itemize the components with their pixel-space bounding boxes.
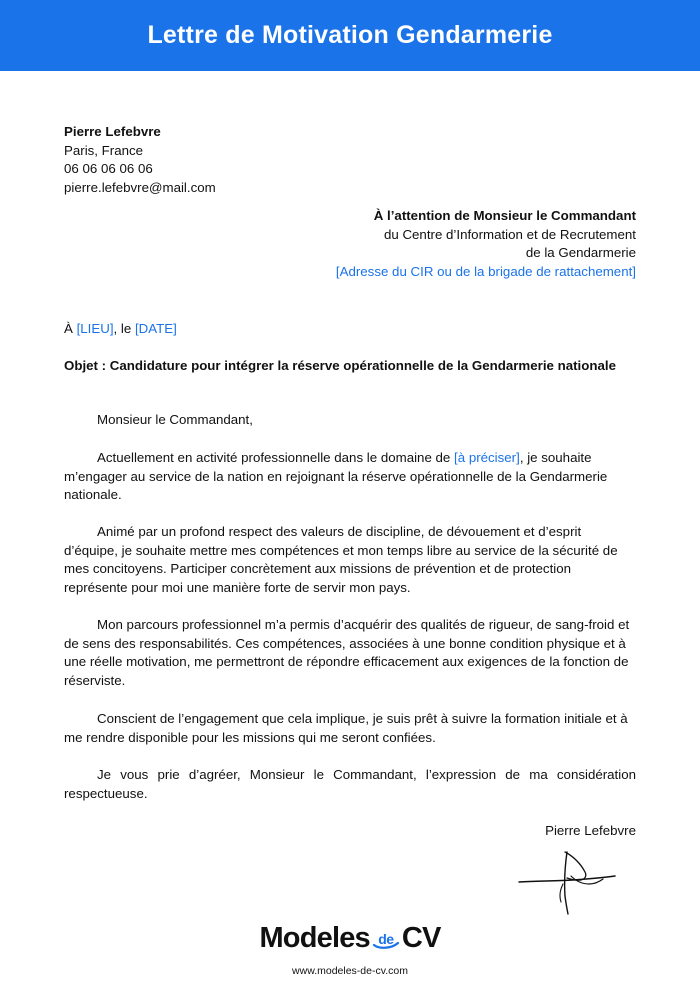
recipient-line-1: du Centre d’Information et de Recrutement (383, 226, 636, 242)
sender-name: Pierre Lefebvre (64, 124, 161, 139)
recipient-block (336, 207, 636, 281)
paragraph-1-text-b: , je souhaite m’engager au service de la nation en rejoignant la réserve opérationnelle de la Gendarmerie nationale. (64, 450, 608, 503)
place-prefix: À (64, 321, 77, 336)
logo-text-cv: CV (401, 922, 441, 954)
paragraph-5-closing: Je vous prie d’agréer, Monsieur le Commandant, l’expression de ma considération respectueuse. (64, 767, 636, 801)
subject-line: Objet : Candidature pour intégrer la réserve opérationnelle de la Gendarmerie nationale (64, 358, 616, 373)
page-title: Lettre de Motivation Gendarmerie (147, 21, 553, 49)
date-separator: , le (113, 321, 135, 336)
handwritten-signature (515, 846, 625, 916)
sender-phone: 06 06 06 06 06 (64, 161, 153, 176)
recipient-line-2: de la Gendarmerie (525, 245, 636, 260)
paragraph-3: Mon parcours professionnel m’a permis d’acquérir des qualités de rigueur, de sang-froid et de sens des responsabilités. Ces compétences, associées à une bonne condition physique et à une réelle motivation, me permettront de répondre efficacement aux exigences de la fonction de réserviste. (64, 617, 630, 688)
paragraph-1 (64, 449, 636, 505)
place-placeholder: [LIEU] (76, 321, 114, 336)
logo-text-modeles: Modeles (259, 922, 370, 954)
sender-city: Paris, France (64, 142, 144, 158)
date-placeholder: [DATE] (134, 321, 177, 336)
paragraph-4: Conscient de l’engagement que cela implique, je suis prêt à suivre la formation initiale et à me rendre disponible pour les missions qui me seront confiées. (64, 711, 628, 745)
recipient-address-placeholder: [Adresse du CIR ou de la brigade de rattachement] (335, 263, 636, 279)
footer-url-link[interactable]: www.modeles-de-cv.com (292, 965, 408, 977)
domain-placeholder: [à préciser] (454, 450, 520, 465)
logo-de-badge (371, 927, 401, 951)
letter-greeting: Monsieur le Commandant, (97, 412, 253, 427)
logo-text-de: de (378, 930, 394, 947)
brand-logo[interactable] (0, 922, 700, 958)
header-banner (0, 0, 700, 71)
paragraph-1-text-a: Actuellement en activité professionnelle dans le domaine de (97, 450, 455, 465)
paragraph-2: Animé par un profond respect des valeurs de discipline, de dévouement et d’esprit d’équipe, je souhaite mettre mes compétences et mon temps libre au service de la sécurité de mes concitoyens. Participer concrètement aux missions de prévention et de protection représente pour moi une manière forte de servir mon pays. (64, 524, 618, 595)
place-date-line (64, 320, 177, 338)
signer-name: Pierre Lefebvre (545, 823, 636, 838)
recipient-attention: À l’attention de Monsieur le Commandant (373, 208, 636, 223)
sender-email: pierre.lefebvre@mail.com (64, 179, 216, 195)
sender-block (64, 123, 216, 197)
